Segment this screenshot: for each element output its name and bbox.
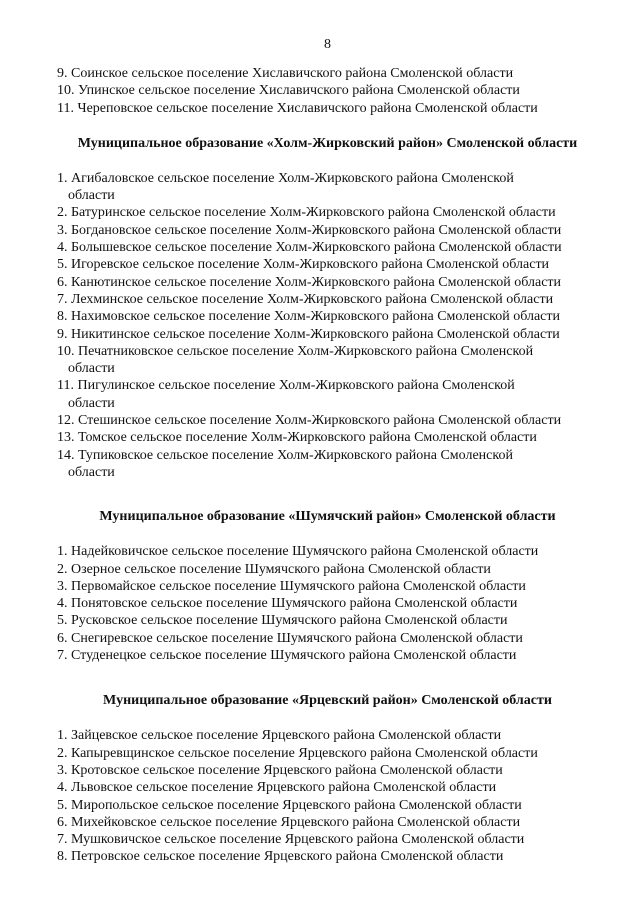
section-kholm-zhirkovsky: [57, 135, 598, 481]
list-item: [57, 412, 598, 429]
list-item-line: 2. Батуринское сельское поселение Холм-Жирковского района Смоленской области: [57, 205, 556, 221]
list-item: 6. Снегиревское сельское поселение Шумячского района Смоленской области: [57, 630, 523, 646]
list-item: 11. Череповское сельское поселение Хиславичского района Смоленской области: [57, 100, 538, 116]
list-item-line: 11. Пигулинское сельское поселение Холм-Жирковского района Смоленской: [57, 378, 515, 394]
list-item: [57, 256, 598, 273]
continued-list: [57, 65, 598, 117]
section-title: Муниципальное образование «Ярцевский район» Смоленской области: [103, 693, 552, 709]
section-title: Муниципальное образование «Шумячский район» Смоленской области: [99, 509, 556, 525]
list-item-line: 7. Лехминское сельское поселение Холм-Жирковского района Смоленской области: [57, 291, 554, 307]
list-item: 3. Первомайское сельское поселение Шумячского района Смоленской области: [57, 578, 526, 594]
list-item-line: 13. Томское сельское поселение Холм-Жирковского района Смоленской области: [57, 430, 537, 446]
list-item-line: 8. Нахимовское сельское поселение Холм-Жирковского района Смоленской области: [57, 309, 561, 325]
list-item: [57, 326, 598, 343]
settlement-list: [57, 543, 598, 664]
list-item-tail: области: [68, 395, 115, 411]
section-title: Муниципальное образование «Холм-Жирковский район» Смоленской области: [77, 135, 578, 151]
list-item-line: 5. Игоревское сельское поселение Холм-Жирковского района Смоленской области: [57, 257, 550, 273]
list-item: 7. Мушковичское сельское поселение Ярцевского района Смоленской области: [57, 832, 525, 848]
list-item-tail: области: [68, 188, 115, 204]
list-item-line: 6. Канютинское сельское поселение Холм-Жирковского района Смоленской области: [57, 274, 562, 290]
section-yartsevsky: [57, 692, 598, 865]
list-item: [57, 308, 598, 325]
list-item: 1. Зайцевское сельское поселение Ярцевского района Смоленской области: [57, 728, 502, 744]
list-item-line: 10. Печатниковское сельское поселение Холм-Жирковского района Смоленской: [57, 343, 534, 359]
list-item: [57, 377, 598, 412]
list-item: 2. Озерное сельское поселение Шумячского района Смоленской области: [57, 561, 491, 577]
list-item: [57, 447, 598, 482]
list-item: 6. Михейковское сельское поселение Ярцевского района Смоленской области: [57, 814, 521, 830]
list-item-tail: области: [68, 464, 115, 480]
list-item-line: 3. Богдановское сельское поселение Холм-Жирковского района Смоленской области: [57, 222, 562, 238]
list-item: 4. Понятовское сельское поселение Шумячского района Смоленской области: [57, 596, 518, 612]
list-item-line: 1. Агибаловское сельское поселение Холм-Жирковского района Смоленской: [57, 170, 514, 186]
list-item: 1. Надейковичское сельское поселение Шумячского района Смоленской области: [57, 544, 539, 560]
list-item: [57, 429, 598, 446]
list-item: [57, 239, 598, 256]
list-item-line: 14. Тупиковское сельское поселение Холм-Жирковского района Смоленской: [57, 447, 513, 463]
list-item: 7. Студенецкое сельское поселение Шумячского района Смоленской области: [57, 648, 517, 664]
list-item: [57, 170, 598, 205]
section-shumyachsky: [57, 508, 598, 664]
page-number: 8: [324, 37, 331, 52]
list-item: [57, 222, 598, 239]
settlement-list: [57, 170, 598, 481]
list-item: [57, 343, 598, 378]
list-item: 10. Упинское сельское поселение Хиславичского района Смоленской области: [57, 83, 520, 99]
list-item: 4. Львовское сельское поселение Ярцевского района Смоленской области: [57, 780, 497, 796]
list-item-line: 12. Стешинское сельское поселение Холм-Жирковского района Смоленской области: [57, 413, 562, 429]
list-item: [57, 291, 598, 308]
list-item-line: 9. Никитинское сельское поселение Холм-Жирковского района Смоленской области: [57, 326, 560, 342]
list-item-tail: области: [68, 361, 115, 377]
list-item: 5. Русковское сельское поселение Шумячского района Смоленской области: [57, 613, 508, 629]
list-item: [57, 274, 598, 291]
list-item: 3. Кротовское сельское поселение Ярцевского района Смоленской области: [57, 762, 503, 778]
settlement-list: [57, 727, 598, 865]
list-item: 5. Миропольское сельское поселение Ярцевского района Смоленской области: [57, 797, 522, 813]
list-item: [57, 204, 598, 221]
list-item: 2. Капыревщинское сельское поселение Ярцевского района Смоленской области: [57, 745, 538, 761]
list-item-line: 4. Болышевское сельское поселение Холм-Жирковского района Смоленской области: [57, 240, 562, 256]
list-item: 9. Соинское сельское поселение Хиславичского района Смоленской области: [57, 66, 514, 81]
list-item: 8. Петровское сельское поселение Ярцевского района Смоленской области: [57, 849, 504, 865]
